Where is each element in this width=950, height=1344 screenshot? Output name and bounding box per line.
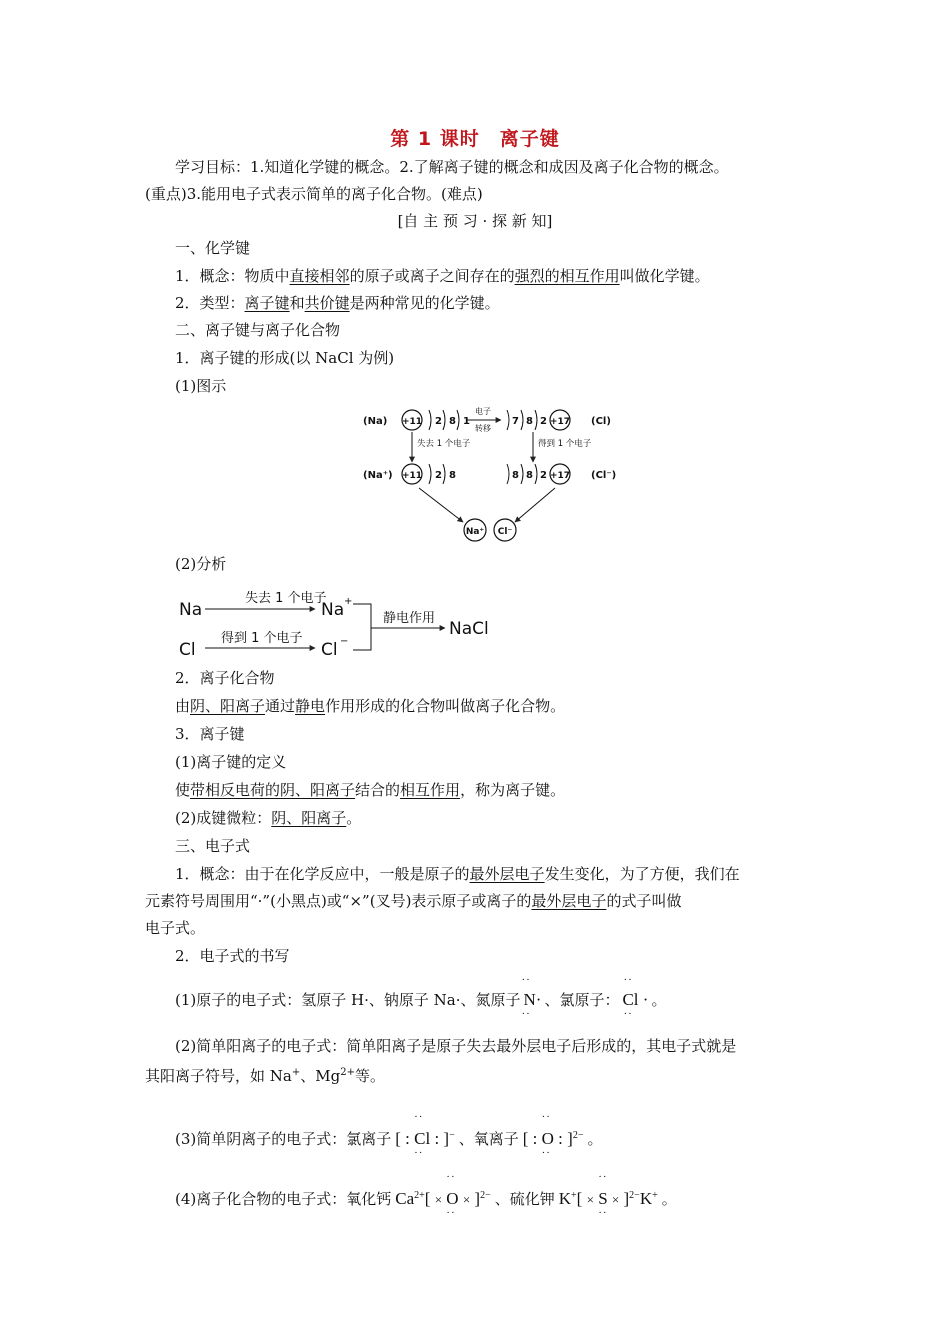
- objectives-line-2: (重点)3.能用电子式表示简单的离子化合物。(难点): [145, 185, 483, 203]
- n-dots-bottom: ··: [521, 1008, 531, 1020]
- nitrogen-symbol: N: [523, 990, 536, 1009]
- na-ion-shell-2: 8: [449, 470, 456, 481]
- cl-combine-arrow: [515, 488, 555, 522]
- section-1-heading: 一、化学键: [175, 239, 251, 257]
- bonding-particles: (2)成键微粒：阴、阳离子。: [175, 809, 362, 827]
- electron-formula-concept-line-1: 1．概念：由于在化学反应中，一般是原子的最外层电子发生变化，为了方便，我们在: [175, 865, 740, 883]
- objectives-line-1: 学习目标：1.知道化学键的概念。2.了解离子键的概念和成因及离子化合物的概念。: [175, 158, 729, 176]
- na-shell-2: 8: [449, 416, 456, 427]
- na-atom-label: (Na): [363, 416, 388, 427]
- section-3-heading: 三、电子式: [175, 837, 251, 855]
- potassium-symbol-1: K: [558, 1189, 572, 1208]
- cl-shell-2: 8: [526, 416, 533, 427]
- gain-electron-label: 得到 1 个电子: [221, 631, 303, 646]
- na-symbol: Na: [179, 600, 203, 620]
- oxygen-symbol: O: [446, 1189, 459, 1208]
- ionic-bond-heading: 3．离子键: [175, 725, 245, 743]
- ionic-compound-heading: 2．离子化合物: [175, 669, 275, 687]
- cl-ion-shell-1: 8: [512, 470, 519, 481]
- na-ion-shell-1: 2: [435, 470, 442, 481]
- na-combine-arrow: [419, 488, 463, 522]
- oxide-symbol: O: [541, 1129, 554, 1148]
- chloride-symbol: Cl: [414, 1129, 431, 1148]
- chlorine-symbol: Cl: [622, 990, 639, 1009]
- cl-minus-label: Cl⁻: [497, 527, 513, 537]
- electron-formula-concept-line-3: 电子式。: [145, 919, 206, 937]
- page-title: 第 1 课时 离子键: [390, 128, 560, 150]
- na-shell-3: 1: [463, 416, 470, 427]
- calcium-symbol: Ca: [395, 1189, 415, 1208]
- na-ion-nucleus-charge: +11: [401, 471, 423, 481]
- electron-formula-concept-line-2: 元素符号周围用“·”(小黑点)或“×”(叉号)表示原子或离子的最外层电子的式子叫做: [145, 892, 682, 910]
- nacl-formation-diagram: [355, 400, 625, 545]
- cl-ion-label: (Cl⁻): [591, 470, 617, 481]
- cl-shell-3: 2: [540, 416, 547, 427]
- nacl-analysis-scheme: [175, 582, 515, 662]
- n-dots-top: ··: [521, 974, 531, 986]
- transfer-top-label: 电子: [475, 407, 491, 416]
- potassium-symbol-2: K: [639, 1189, 653, 1208]
- anion-electron-formulas: (3)简单阴离子的电子式：氯离子 [ : Cl ·· ·· : ]− 、氧离子 [ : O ·· ·· : ]$^{2-}$ 。: [175, 1111, 603, 1159]
- transfer-bottom-label: 转移: [475, 424, 491, 433]
- combine-bracket: [353, 604, 371, 650]
- na-ion-charge: +: [344, 596, 353, 607]
- cl-dots-bottom: ··: [623, 1008, 633, 1020]
- na-ion-label: (Na⁺): [363, 470, 393, 481]
- atom-electron-formulas: (1)原子的电子式：氢原子 H·、钠原子 Na·、氮原子 N ·· ·· · 、氯原子： Cl ·· ·· · 。: [175, 990, 666, 1010]
- ionic-bond-definition-heading: (1)离子键的定义: [175, 753, 287, 771]
- electron-formula-writing-heading: 2．电子式的书写: [175, 947, 290, 965]
- na-nucleus-charge: +11: [401, 417, 423, 427]
- cl-ion-nucleus-charge: +17: [549, 471, 571, 481]
- lose-electron-label: 失去 1 个电子: [245, 591, 327, 606]
- cl-atom-label: (Cl): [591, 416, 611, 427]
- cl-ion-charge: −: [340, 636, 349, 647]
- compound-electron-formulas: (4)离子化合物的电子式：氧化钙 $Ca^{2+}[ \times O$ ·· ·· × ]$^{2-}$ 、硫化钾 K+[ × S ·· ·· × ]$^{2-}$K+ 。: [175, 1171, 677, 1219]
- cl-symbol: Cl: [179, 640, 196, 660]
- ionic-compound-definition: 由阴、阳离子通过静电作用形成的化合物叫做离子化合物。: [175, 697, 566, 715]
- cation-line-1: (2)简单阳离子的电子式：简单阳离子是原子失去最外层电子后形成的，其电子式就是: [175, 1037, 737, 1055]
- gain-label: 得到 1 个电子: [538, 439, 592, 449]
- ionic-bond-definition: 使带相反电荷的阴、阳离子结合的相互作用，称为离子键。: [175, 781, 566, 799]
- na-ion-symbol: Na: [321, 600, 345, 620]
- cl-nucleus-charge: +17: [549, 417, 571, 427]
- cation-line-2: 其阳离子符号，如 Na+、$Mg^{2+}$等。: [145, 1067, 385, 1085]
- preview-header: [自 主 预 习 · 探 新 知]: [397, 212, 553, 230]
- analysis-label: (2)分析: [175, 555, 227, 573]
- na-plus-label: Na⁺: [465, 527, 485, 537]
- cl-ion-shell-2: 8: [526, 470, 533, 481]
- cl-ion-symbol: Cl: [321, 640, 338, 660]
- chemical-bond-types: 2．类型：离子键和共价键是两种常见的化学键。: [175, 294, 500, 312]
- nacl-product: NaCl: [449, 619, 489, 639]
- sulfur-symbol: S: [598, 1189, 608, 1208]
- cl-shell-1: 7: [512, 416, 519, 427]
- electrostatic-label: 静电作用: [383, 611, 436, 626]
- cl-dots-top: ··: [623, 974, 633, 986]
- lose-label: 失去 1 个电子: [417, 439, 471, 449]
- diagram-label: (1)图示: [175, 377, 227, 395]
- na-shell-1: 2: [435, 416, 442, 427]
- ionic-bond-formation: 1．离子键的形成(以 NaCl 为例): [175, 349, 395, 367]
- cl-ion-shell-3: 2: [540, 470, 547, 481]
- chemical-bond-concept: 1．概念：物质中直接相邻的原子或离子之间存在的强烈的相互作用叫做化学键。: [175, 267, 710, 285]
- section-2-heading: 二、离子键与离子化合物: [175, 321, 341, 339]
